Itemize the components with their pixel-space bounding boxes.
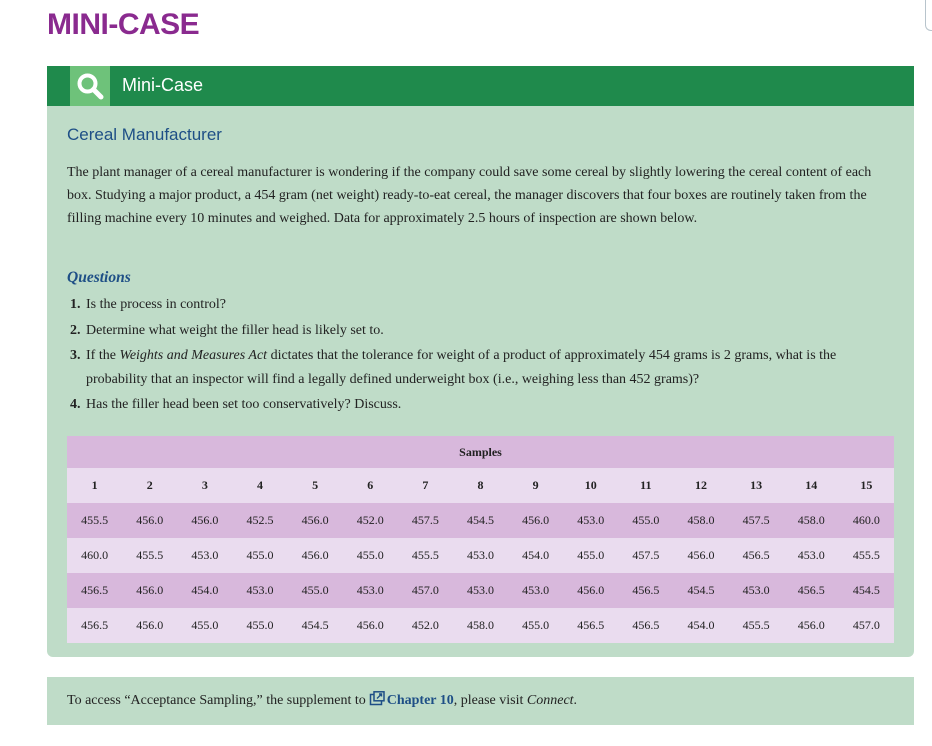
sample-column-header: 14	[784, 468, 839, 503]
weight-cell: 453.0	[563, 503, 618, 538]
weight-cell: 453.0	[508, 573, 563, 608]
question-number: 2.	[70, 322, 81, 338]
sample-column-header: 8	[453, 468, 508, 503]
sample-column-header: 1	[67, 468, 122, 503]
weight-cell: 452.5	[232, 503, 287, 538]
weight-cell: 455.5	[122, 538, 177, 573]
external-link-icon	[369, 691, 385, 711]
table-row	[67, 608, 894, 643]
questions-heading: Questions	[67, 269, 131, 286]
question-item	[67, 393, 897, 417]
weight-cell: 456.5	[618, 573, 673, 608]
weight-cell: 453.0	[453, 573, 508, 608]
weight-cell: 457.0	[839, 608, 894, 643]
weight-cell: 455.0	[232, 538, 287, 573]
sample-number-row	[67, 468, 894, 503]
weight-cell: 453.0	[177, 538, 232, 573]
footer-text-end: .	[573, 693, 578, 708]
question-text: Is the process in control?	[86, 297, 226, 312]
weight-cell: 456.0	[288, 503, 343, 538]
question-item	[67, 293, 897, 317]
weight-cell: 453.0	[729, 573, 784, 608]
page-title: MINI-CASE	[47, 8, 200, 41]
weight-cell: 455.0	[563, 538, 618, 573]
weight-cell: 456.0	[122, 573, 177, 608]
weight-cell: 454.0	[673, 608, 728, 643]
sample-column-header: 12	[673, 468, 728, 503]
weight-cell: 456.0	[343, 608, 398, 643]
weight-cell: 455.0	[618, 503, 673, 538]
weight-cell: 456.5	[618, 608, 673, 643]
case-intro-text: The plant manager of a cereal manufacturer is wondering if the company could save some cereal by slightly lowering the cereal content of each box. Studying a major product, a 454 gram (net weight) ready-to-eat cereal, the manager discovers that four boxes are routinely taken from the filling machine every 10 minutes and weighed. Data for approximately 2.5 hours of inspection are shown below.	[67, 165, 872, 226]
weight-cell: 456.0	[122, 608, 177, 643]
weight-cell: 456.0	[784, 608, 839, 643]
question-text: If the	[86, 348, 120, 363]
samples-header: Samples	[67, 436, 894, 468]
weight-cell: 455.5	[67, 503, 122, 538]
sample-column-header: 6	[343, 468, 398, 503]
weight-cell: 452.0	[398, 608, 453, 643]
weight-cell: 458.0	[453, 608, 508, 643]
mini-case-box	[47, 66, 914, 657]
question-number: 4.	[70, 397, 81, 412]
mini-case-label: Mini-Case	[122, 75, 204, 95]
weight-cell: 453.0	[784, 538, 839, 573]
weight-cell: 457.5	[729, 503, 784, 538]
weight-cell: 457.5	[398, 503, 453, 538]
weight-cell: 453.0	[453, 538, 508, 573]
weight-cell: 455.0	[343, 538, 398, 573]
weight-cell: 455.0	[508, 608, 563, 643]
weight-cell: 453.0	[343, 573, 398, 608]
weight-cell: 456.0	[673, 538, 728, 573]
footer-note-box	[47, 677, 914, 725]
weight-cell: 457.5	[618, 538, 673, 573]
questions-list	[67, 293, 897, 419]
weight-cell: 458.0	[673, 503, 728, 538]
scrollbar-edge[interactable]	[925, 0, 932, 31]
case-title: Cereal Manufacturer	[67, 125, 222, 144]
weight-cell: 455.5	[729, 608, 784, 643]
sample-column-header: 2	[122, 468, 177, 503]
table-row	[67, 573, 894, 608]
weight-cell: 456.0	[177, 503, 232, 538]
sample-column-header: 13	[729, 468, 784, 503]
weight-cell: 453.0	[232, 573, 287, 608]
weight-cell: 456.5	[729, 538, 784, 573]
footer-text: To access “Acceptance Sampling,” the supplement to	[67, 693, 366, 708]
question-text: Determine what weight the filler head is likely set to.	[86, 322, 384, 338]
weight-cell: 457.0	[398, 573, 453, 608]
weight-cell: 456.5	[563, 608, 618, 643]
weight-cell: 455.0	[288, 573, 343, 608]
act-name: Weights and Measures Act	[119, 348, 268, 363]
weight-cell: 454.5	[453, 503, 508, 538]
weight-cell: 455.5	[398, 538, 453, 573]
weight-cell: 458.0	[784, 503, 839, 538]
mini-case-header	[47, 66, 914, 106]
weight-cell: 460.0	[839, 503, 894, 538]
weight-cell: 454.5	[288, 608, 343, 643]
weight-cell: 456.5	[67, 608, 122, 643]
sample-column-header: 7	[398, 468, 453, 503]
sample-column-header: 10	[563, 468, 618, 503]
weight-cell: 456.5	[67, 573, 122, 608]
sample-column-header: 4	[232, 468, 287, 503]
footer-note	[67, 691, 577, 711]
weight-cell: 452.0	[343, 503, 398, 538]
weight-cell: 454.5	[673, 573, 728, 608]
weight-cell: 454.0	[508, 538, 563, 573]
sample-column-header: 3	[177, 468, 232, 503]
weight-cell: 460.0	[67, 538, 122, 573]
footer-text-middle: , please visit	[453, 693, 527, 708]
weight-cell: 456.0	[288, 538, 343, 573]
weight-cell: 455.0	[177, 608, 232, 643]
question-number: 3.	[70, 348, 81, 363]
weight-cell: 455.5	[839, 538, 894, 573]
question-text-continued: dictates that the tolerance for weight of a product of approximately 454 grams is 2 grams, what is the probability that an inspector will find a legally defined underweight box (i.e., weighing less than 452 grams)?	[86, 348, 837, 387]
weight-cell: 456.5	[784, 573, 839, 608]
sample-column-header: 11	[618, 468, 673, 503]
weight-cell: 456.0	[508, 503, 563, 538]
weight-cell: 454.0	[177, 573, 232, 608]
chapter-10-link[interactable]: Chapter 10	[386, 693, 454, 708]
table-row	[67, 503, 894, 538]
weight-cell: 454.5	[839, 573, 894, 608]
question-item	[67, 319, 897, 343]
sample-column-header: 5	[288, 468, 343, 503]
sample-column-header: 15	[839, 468, 894, 503]
weight-cell: 456.0	[563, 573, 618, 608]
table-row	[67, 538, 894, 573]
connect-label: Connect	[526, 693, 574, 708]
search-icon	[70, 66, 110, 106]
question-text: Has the filler head been set too conservatively? Discuss.	[86, 397, 402, 412]
question-number: 1.	[70, 297, 81, 312]
samples-table	[67, 436, 894, 643]
weight-cell: 455.0	[232, 608, 287, 643]
sample-column-header: 9	[508, 468, 563, 503]
question-item	[67, 344, 897, 391]
weight-cell: 456.0	[122, 503, 177, 538]
